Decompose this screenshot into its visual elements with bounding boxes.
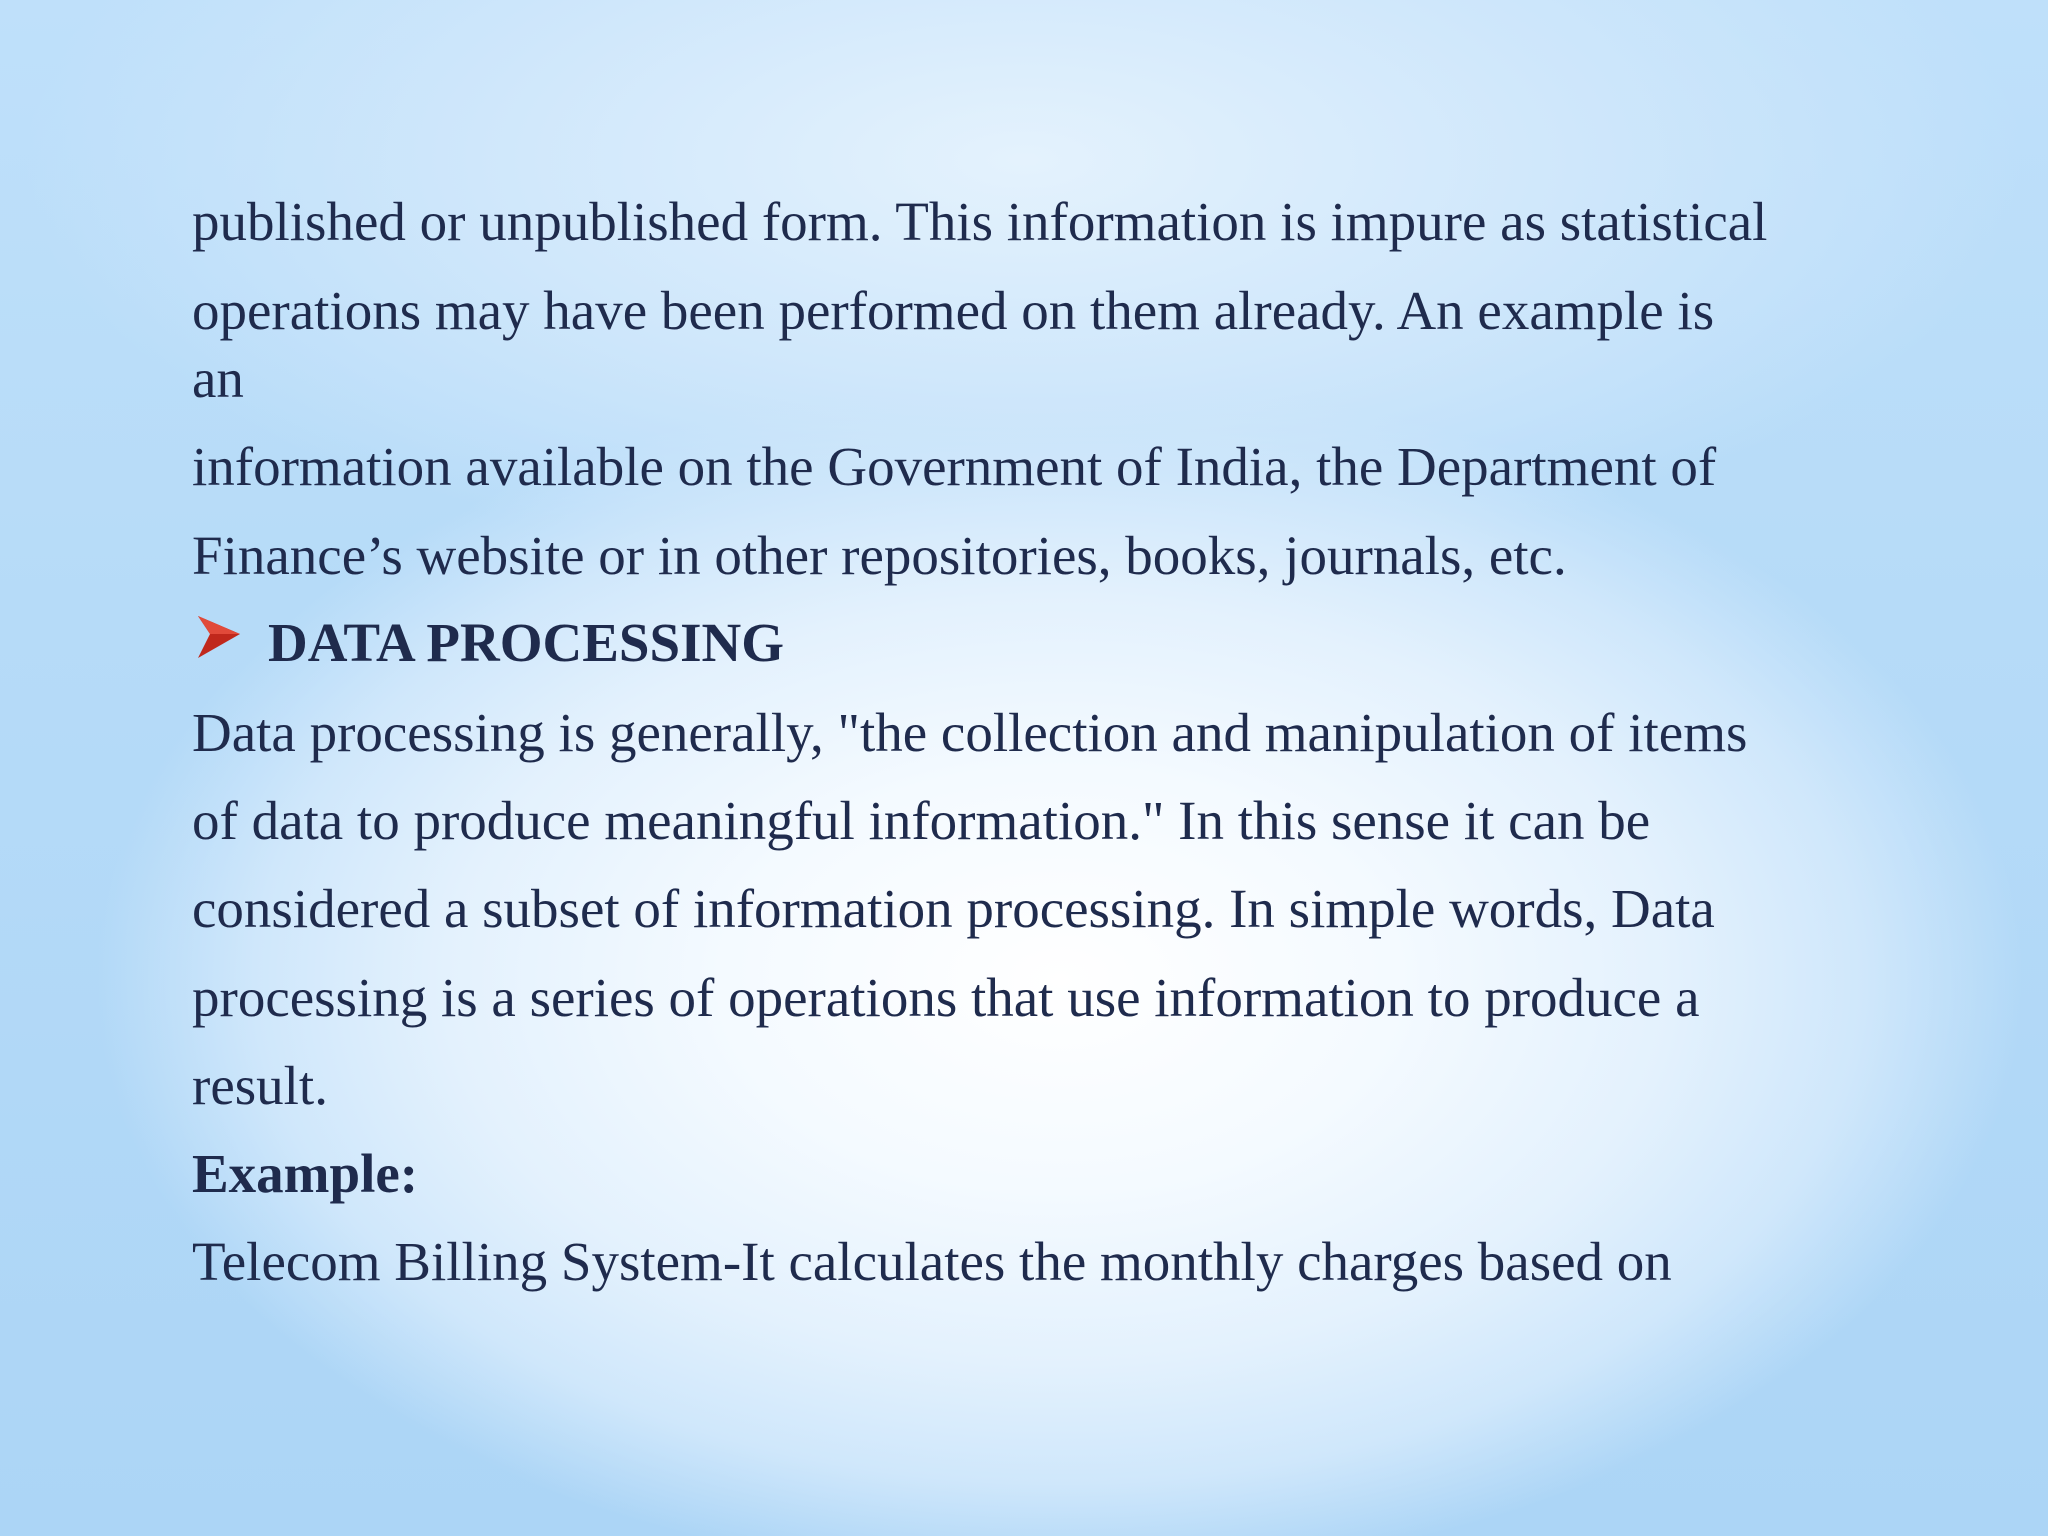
body-text-line: processing is a series of operations that use information to produce a: [192, 967, 1700, 1028]
example-text: Telecom Billing System-It calculates the monthly charges based on: [192, 1231, 1672, 1292]
section-heading: DATA PROCESSING: [268, 612, 784, 673]
body-text-line: Data processing is generally, "the collection and manipulation of items: [192, 702, 1748, 763]
body-text-line: an: [192, 348, 244, 409]
body-text-line: Finance’s website or in other repositories, books, journals, etc.: [192, 525, 1567, 586]
body-text-line: of data to produce meaningful information." In this sense it can be: [192, 790, 1651, 851]
body-text-line: considered a subset of information processing. In simple words, Data: [192, 878, 1715, 939]
body-text-line: published or unpublished form. This information is impure as statistical: [192, 191, 1768, 252]
body-text-line: result.: [192, 1055, 328, 1116]
body-text-line: operations may have been performed on them already. An example is: [192, 280, 1715, 341]
arrowhead-bullet-icon: [196, 614, 242, 660]
example-label: Example:: [192, 1143, 419, 1204]
body-text-line: information available on the Government of India, the Department of: [192, 436, 1717, 497]
